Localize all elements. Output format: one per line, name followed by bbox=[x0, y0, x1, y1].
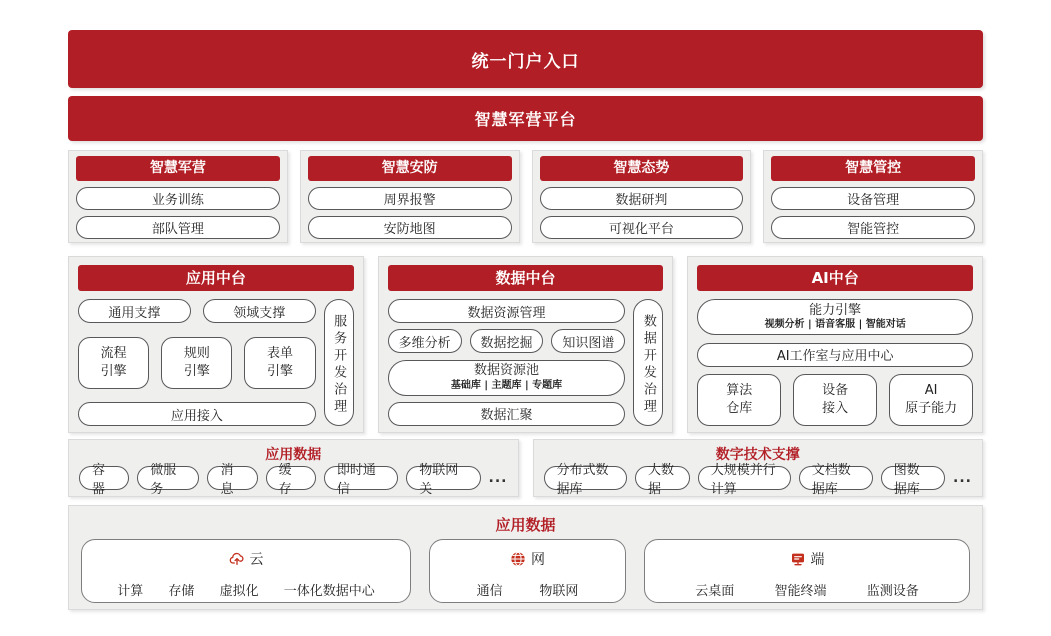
block-line: AI bbox=[924, 383, 938, 399]
analysis-pill: 数据挖掘 bbox=[470, 329, 544, 353]
support-pill: 领域支撑 bbox=[203, 299, 316, 323]
data-dev-governance-pill: 数据开发治理 bbox=[633, 299, 663, 426]
group-item: 周界报警 bbox=[308, 187, 512, 210]
app-data-band-title: 应用数据 bbox=[265, 447, 322, 463]
group-panel-guankong bbox=[763, 150, 983, 243]
tech-pill: 大规模并行计算 bbox=[698, 466, 791, 490]
group-title: 智慧态势 bbox=[540, 156, 744, 181]
support-pill: 通用支撑 bbox=[78, 299, 191, 323]
group-panel-anfang bbox=[300, 150, 520, 243]
terminal-item: 云桌面 bbox=[695, 584, 735, 599]
cloud-item: 存储 bbox=[168, 584, 195, 599]
app-platform-title: 应用中台 bbox=[78, 265, 354, 291]
terminal-card bbox=[644, 539, 970, 603]
terminal-item: 监测设备 bbox=[866, 584, 919, 599]
engine-box-form bbox=[244, 337, 315, 389]
group-item: 部队管理 bbox=[76, 216, 280, 239]
group-panel-junying bbox=[68, 150, 288, 243]
device-access-box bbox=[793, 374, 877, 426]
block-line: 算法 bbox=[726, 383, 753, 399]
support-bands-row bbox=[68, 439, 983, 497]
cloud-item: 计算 bbox=[117, 584, 144, 599]
group-item: 数据研判 bbox=[540, 187, 744, 210]
ellipsis-more: ... bbox=[488, 470, 508, 486]
block-line: 接入 bbox=[822, 401, 849, 416]
group-item: 设备管理 bbox=[771, 187, 975, 210]
ai-studio-pill: AI工作室与应用中心 bbox=[697, 343, 973, 367]
engine-line: 引擎 bbox=[183, 363, 210, 379]
tech-pill: 大数据 bbox=[635, 466, 690, 490]
engine-line: 引擎 bbox=[100, 363, 127, 379]
cloud-card bbox=[81, 539, 411, 603]
data-aggregation-pill: 数据汇聚 bbox=[388, 402, 626, 426]
app-data-pill: 消息 bbox=[207, 466, 257, 490]
diagram-content bbox=[68, 30, 983, 610]
app-data-pill: 即时通信 bbox=[324, 466, 398, 490]
block-line: 原子能力 bbox=[905, 401, 958, 416]
cloud-upload-icon bbox=[229, 551, 245, 567]
network-card-label: 网 bbox=[531, 552, 545, 568]
engine-line: 引擎 bbox=[267, 363, 294, 379]
block-line: 仓库 bbox=[726, 401, 753, 416]
terminal-card-label: 端 bbox=[810, 552, 825, 568]
group-item: 业务训练 bbox=[76, 187, 280, 210]
engine-box-rule bbox=[161, 337, 232, 389]
capability-engine-subtitle: 视频分析 | 语音客服 | 智能对话 bbox=[764, 318, 906, 330]
tech-pill: 分布式数据库 bbox=[544, 466, 627, 490]
data-platform-panel bbox=[378, 256, 674, 433]
group-item: 可视化平台 bbox=[540, 216, 744, 239]
platform-banner: 智慧军营平台 bbox=[68, 96, 983, 141]
block-line: 设备 bbox=[822, 383, 849, 399]
tech-pill: 图数据库 bbox=[881, 466, 945, 490]
cloud-item: 虚拟化 bbox=[219, 584, 259, 599]
app-data-band bbox=[68, 439, 519, 497]
data-pool-subtitle: 基础库 | 主题库 | 专题库 bbox=[450, 379, 563, 391]
app-platform-panel bbox=[68, 256, 364, 433]
data-platform-title: 数据中台 bbox=[388, 265, 664, 291]
group-item: 安防地图 bbox=[308, 216, 512, 239]
data-pool-pill bbox=[388, 360, 626, 396]
globe-icon bbox=[510, 551, 526, 567]
group-panel-taishi bbox=[532, 150, 752, 243]
infrastructure-band-title: 应用数据 bbox=[495, 516, 556, 534]
group-title: 智慧军营 bbox=[76, 156, 280, 181]
ai-platform-panel bbox=[687, 256, 983, 433]
data-pool-title: 数据资源池 bbox=[474, 363, 540, 379]
digital-tech-band-title: 数字技术支撑 bbox=[715, 447, 800, 463]
terminal-item: 智能终端 bbox=[774, 584, 827, 599]
analysis-pill: 知识图谱 bbox=[551, 329, 625, 353]
analysis-pill: 多维分析 bbox=[388, 329, 462, 353]
network-card bbox=[429, 539, 626, 603]
engine-line: 规则 bbox=[183, 345, 210, 361]
cloud-card-label: 云 bbox=[249, 552, 264, 568]
ai-platform-title: AI中台 bbox=[697, 265, 973, 291]
service-dev-governance-pill: 服务开发治理 bbox=[324, 299, 354, 426]
ai-atomic-box bbox=[889, 374, 973, 426]
group-item: 智能管控 bbox=[771, 216, 975, 239]
cloud-item: 一体化数据中心 bbox=[283, 584, 375, 599]
network-item: 物联网 bbox=[539, 584, 579, 599]
smart-groups-row bbox=[68, 150, 983, 243]
app-data-pill: 缓存 bbox=[266, 466, 316, 490]
capability-engine-title: 能力引擎 bbox=[809, 302, 862, 318]
portal-banner: 统一门户入口 bbox=[68, 30, 983, 88]
tech-pill: 文档数据库 bbox=[799, 466, 873, 490]
app-access-pill: 应用接入 bbox=[78, 402, 316, 426]
algorithm-warehouse-box bbox=[697, 374, 781, 426]
data-resource-mgmt-pill: 数据资源管理 bbox=[388, 299, 626, 323]
ellipsis-more: ... bbox=[953, 470, 972, 486]
monitor-icon bbox=[790, 551, 806, 567]
app-data-pill: 物联网关 bbox=[406, 466, 480, 490]
app-data-pill: 容器 bbox=[79, 466, 129, 490]
app-data-pill: 微服务 bbox=[137, 466, 199, 490]
middle-platforms-row bbox=[68, 256, 983, 433]
infrastructure-band bbox=[68, 505, 983, 610]
capability-engine-pill bbox=[697, 299, 973, 335]
network-item: 通信 bbox=[476, 584, 503, 599]
digital-tech-band bbox=[533, 439, 984, 497]
engine-box-process bbox=[78, 337, 149, 389]
engine-line: 表单 bbox=[267, 345, 294, 361]
group-title: 智慧安防 bbox=[308, 156, 512, 181]
group-title: 智慧管控 bbox=[771, 156, 975, 181]
engine-line: 流程 bbox=[100, 345, 127, 361]
